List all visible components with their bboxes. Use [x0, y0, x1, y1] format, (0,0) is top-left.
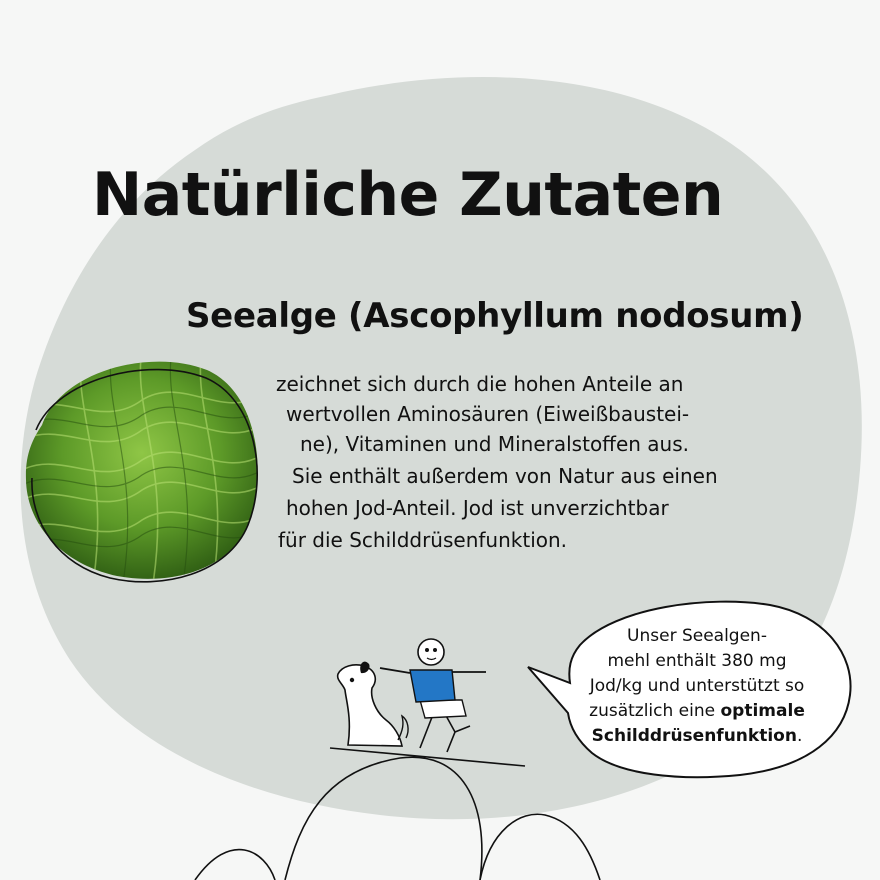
bubble-line-suffix: . [796, 726, 803, 746]
description-line: für die Schilddrüsenfunktion. [278, 528, 568, 552]
bubble-emphasis: optimale [720, 701, 805, 721]
bubble-emphasis: Schilddrüsenfunktion [591, 726, 797, 746]
description-line: ne), Vitaminen und Mineralstoffen aus. [300, 432, 690, 456]
page-title: Natürliche Zutaten [92, 160, 724, 230]
ingredient-name: Seealge (Ascophyllum nodosum) [186, 296, 804, 336]
description-line: wertvollen Aminosäuren (Eiweißbaustei- [286, 402, 690, 426]
bubble-line: Jod/kg und unterstützt so [589, 676, 805, 696]
bubble-line: Unser Seealgen- [627, 626, 767, 646]
wave-line-icon [195, 748, 600, 880]
dog-icon [338, 662, 408, 746]
bubble-line: mehl enthält 380 mg [607, 651, 787, 671]
bubble-line-prefix: zusätzlich eine [589, 701, 721, 721]
description-line: hohen Jod-Anteil. Jod ist unverzichtbar [286, 496, 669, 520]
description-line: zeichnet sich durch die hohen Anteile an [276, 372, 684, 396]
description-line: Sie enthält außerdem von Natur aus einen [292, 464, 718, 488]
